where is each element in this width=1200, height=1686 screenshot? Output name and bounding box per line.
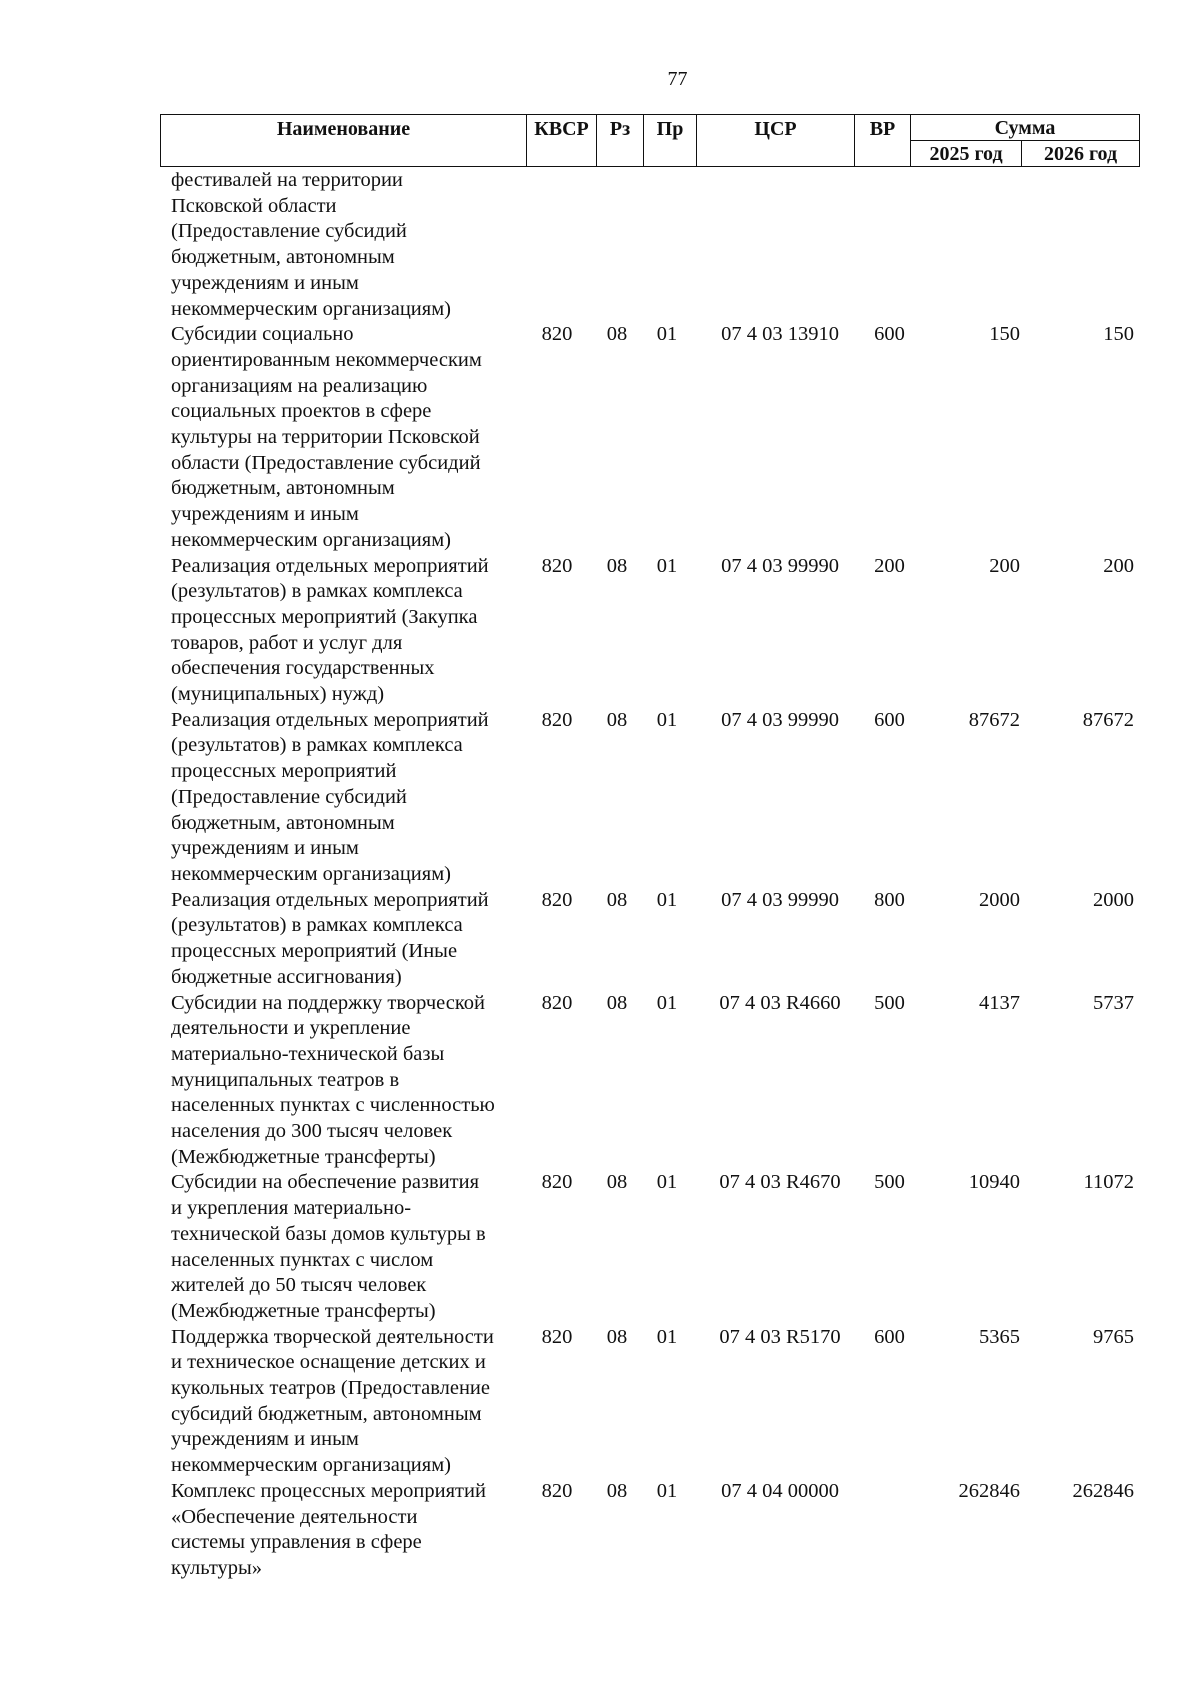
table-row	[160, 1325, 1139, 1479]
cell-name-line: социальных проектов в сфере	[171, 400, 432, 423]
table-row	[160, 888, 1139, 991]
cell-sum-2026: 9765	[1093, 1325, 1134, 1348]
cell-sum-2025	[915, 168, 1020, 322]
cell-name-line: (Межбюджетные трансферты)	[171, 1299, 436, 1322]
cell-csr: 07 4 03 99990	[721, 708, 839, 731]
cell-name-line: (Предоставление субсидий	[171, 785, 407, 808]
cell-name	[160, 322, 521, 553]
cell-pr: 01	[656, 554, 678, 577]
cell-name-line: Псковской области	[171, 194, 337, 217]
cell-name-line: Комплекс процессных мероприятий	[171, 1479, 486, 1502]
cell-kvsr: 820	[541, 991, 573, 1014]
table-row	[160, 322, 1139, 553]
cell-sum-2026: 262846	[1072, 1479, 1134, 1502]
cell-name-line: бюджетным, автономным	[171, 811, 395, 834]
cell-pr: 01	[656, 991, 678, 1014]
cell-pr: 01	[656, 1479, 678, 1502]
cell-rz: 08	[606, 991, 628, 1014]
cell-vr: 600	[874, 1325, 905, 1348]
cell-csr: 07 4 03 99990	[721, 554, 839, 577]
cell-rz: 08	[606, 1171, 628, 1194]
cell-name-line: и техническое оснащение детских и	[171, 1351, 486, 1374]
cell-name-line: населенных пунктах с численностью	[171, 1094, 495, 1117]
cell-pr: 01	[656, 1171, 678, 1194]
cell-name-line: обеспечения государственных	[171, 657, 435, 680]
cell-sum-2025: 5365	[979, 1325, 1020, 1348]
cell-name-line: культуры»	[171, 1556, 263, 1579]
cell-sum-2026: 11072	[1083, 1171, 1134, 1194]
cell-name-line: системы управления в сфере	[171, 1531, 422, 1554]
cell-csr: 07 4 03 R5170	[719, 1325, 841, 1348]
cell-vr: 200	[874, 554, 905, 577]
cell-name-line: и укрепления материально-	[171, 1197, 412, 1220]
cell-pr: 01	[656, 1325, 678, 1348]
cell-name	[160, 1170, 521, 1324]
cell-sum-2026: 87672	[1082, 708, 1134, 731]
cell-rz	[589, 168, 641, 322]
table-row	[160, 991, 1139, 1171]
header-year-2026: 2026 год	[1022, 141, 1140, 167]
cell-sum-2025: 200	[989, 554, 1020, 577]
cell-csr: 07 4 03 99990	[721, 888, 839, 911]
header-pr: Пр	[644, 115, 697, 167]
cell-kvsr	[521, 168, 589, 322]
cell-sum-2025: 87672	[968, 708, 1020, 731]
cell-vr: 600	[874, 708, 905, 731]
cell-sum-2025: 4137	[979, 991, 1020, 1014]
cell-rz: 08	[606, 888, 628, 911]
cell-rz: 08	[606, 1479, 628, 1502]
cell-name-line: технической базы домов культуры в	[171, 1222, 486, 1245]
cell-vr: 500	[874, 991, 905, 1014]
cell-name	[160, 1479, 521, 1582]
header-year-2025: 2025 год	[911, 141, 1022, 167]
cell-sum-2025: 150	[989, 323, 1020, 346]
cell-name	[160, 991, 521, 1171]
cell-sum-2026	[1020, 168, 1134, 322]
cell-name-line: бюджетным, автономным	[171, 246, 395, 269]
cell-sum-2026: 150	[1103, 323, 1134, 346]
cell-name	[160, 888, 521, 991]
cell-kvsr: 820	[541, 1325, 573, 1348]
table-row	[160, 708, 1139, 888]
cell-csr: 07 4 03 R4660	[719, 991, 841, 1014]
cell-name-line: некоммерческим организациям)	[171, 528, 451, 551]
cell-name-line: Субсидии на обеспечение развития	[171, 1171, 480, 1194]
cell-name-line: области (Предоставление субсидий	[171, 451, 481, 474]
cell-pr: 01	[656, 708, 678, 731]
table-row	[160, 168, 1139, 322]
cell-name-line: субсидий бюджетным, автономным	[171, 1402, 482, 1425]
cell-csr: 07 4 03 13910	[721, 323, 839, 346]
cell-name-line: учреждениям и иным	[171, 1428, 359, 1451]
cell-kvsr: 820	[541, 1171, 573, 1194]
cell-name-line: бюджетные ассигнования)	[171, 965, 402, 988]
cell-vr	[861, 1479, 915, 1582]
header-csr: ЦСР	[697, 115, 855, 167]
cell-name	[160, 708, 521, 888]
cell-name-line: (Предоставление субсидий	[171, 220, 407, 243]
cell-name-line: населения до 300 тысяч человек	[171, 1120, 453, 1143]
cell-name-line: Поддержка творческой деятельности	[171, 1325, 494, 1348]
table-row	[160, 1170, 1139, 1324]
cell-csr	[693, 168, 861, 322]
cell-name-line: Реализация отдельных мероприятий	[171, 708, 489, 731]
cell-name-line: учреждениям и иным	[171, 837, 359, 860]
cell-name-line: Реализация отдельных мероприятий	[171, 888, 489, 911]
cell-name-line: населенных пунктах с числом	[171, 1248, 434, 1271]
cell-name-line: кукольных театров (Предоставление	[171, 1377, 490, 1400]
cell-sum-2025: 262846	[958, 1479, 1020, 1502]
table-row	[160, 1479, 1139, 1582]
table-body	[160, 168, 1139, 1582]
cell-name-line: Реализация отдельных мероприятий	[171, 554, 489, 577]
cell-name	[160, 168, 521, 322]
cell-name-line: учреждениям и иным	[171, 271, 359, 294]
cell-name-line: фестивалей на территории	[171, 169, 403, 191]
cell-kvsr: 820	[541, 1479, 573, 1502]
cell-name-line: Субсидии на поддержку творческой	[171, 991, 486, 1014]
cell-sum-2025: 10940	[968, 1171, 1020, 1194]
cell-name-line: некоммерческим организациям)	[171, 862, 451, 885]
page-number: 77	[667, 68, 688, 90]
cell-sum-2025: 2000	[979, 888, 1020, 911]
cell-sum-2026: 200	[1103, 554, 1134, 577]
cell-name-line: Субсидии социально	[171, 323, 354, 346]
cell-pr	[641, 168, 693, 322]
table-header	[160, 114, 1140, 167]
cell-vr: 500	[874, 1171, 905, 1194]
cell-name-line: бюджетным, автономным	[171, 477, 395, 500]
cell-name-line: процессных мероприятий (Закупка	[171, 605, 478, 628]
cell-name-line: некоммерческим организациям)	[171, 297, 451, 320]
cell-name-line: муниципальных театров в	[171, 1068, 400, 1091]
cell-name-line: организациям на реализацию	[171, 374, 428, 397]
cell-kvsr: 820	[541, 323, 573, 346]
cell-name-line: культуры на территории Псковской	[171, 426, 480, 449]
cell-rz: 08	[606, 708, 628, 731]
cell-name-line: (результатов) в рамках комплекса	[171, 580, 463, 603]
cell-csr: 07 4 04 00000	[721, 1479, 839, 1502]
cell-name-line: (результатов) в рамках комплекса	[171, 914, 463, 937]
cell-csr: 07 4 03 R4670	[719, 1171, 841, 1194]
header-kvsr: КВСР	[527, 115, 597, 167]
cell-name-line: деятельности и укрепление	[171, 1017, 411, 1040]
cell-vr	[861, 168, 915, 322]
cell-rz: 08	[606, 554, 628, 577]
cell-name	[160, 1325, 521, 1479]
cell-kvsr: 820	[541, 554, 573, 577]
header-sum: Сумма	[911, 115, 1140, 141]
cell-sum-2026: 5737	[1093, 991, 1134, 1014]
cell-name-line: жителей до 50 тысяч человек	[171, 1274, 427, 1297]
cell-name-line: (результатов) в рамках комплекса	[171, 734, 463, 757]
cell-kvsr: 820	[541, 888, 573, 911]
cell-name-line: некоммерческим организациям)	[171, 1454, 451, 1477]
cell-name-line: (Межбюджетные трансферты)	[171, 1145, 436, 1168]
header-rz: Рз	[597, 115, 644, 167]
cell-rz: 08	[606, 323, 628, 346]
cell-name-line: (муниципальных) нужд)	[171, 683, 385, 706]
cell-name-line: учреждениям и иным	[171, 503, 359, 526]
cell-name-line: материально-технической базы	[171, 1042, 445, 1065]
table-row	[160, 554, 1139, 708]
cell-vr: 600	[874, 323, 905, 346]
cell-rz: 08	[606, 1325, 628, 1348]
cell-name	[160, 554, 521, 708]
cell-pr: 01	[656, 323, 678, 346]
cell-name-line: процессных мероприятий	[171, 760, 397, 783]
cell-name-line: «Обеспечение деятельности	[171, 1505, 418, 1528]
header-vr: ВР	[855, 115, 911, 167]
cell-kvsr: 820	[541, 708, 573, 731]
header-name: Наименование	[161, 115, 527, 167]
cell-sum-2026: 2000	[1093, 888, 1134, 911]
cell-name-line: ориентированным некоммерческим	[171, 348, 482, 371]
cell-name-line: процессных мероприятий (Иные	[171, 940, 458, 963]
cell-pr: 01	[656, 888, 678, 911]
cell-vr: 800	[874, 888, 905, 911]
cell-name-line: товаров, работ и услуг для	[171, 631, 403, 654]
